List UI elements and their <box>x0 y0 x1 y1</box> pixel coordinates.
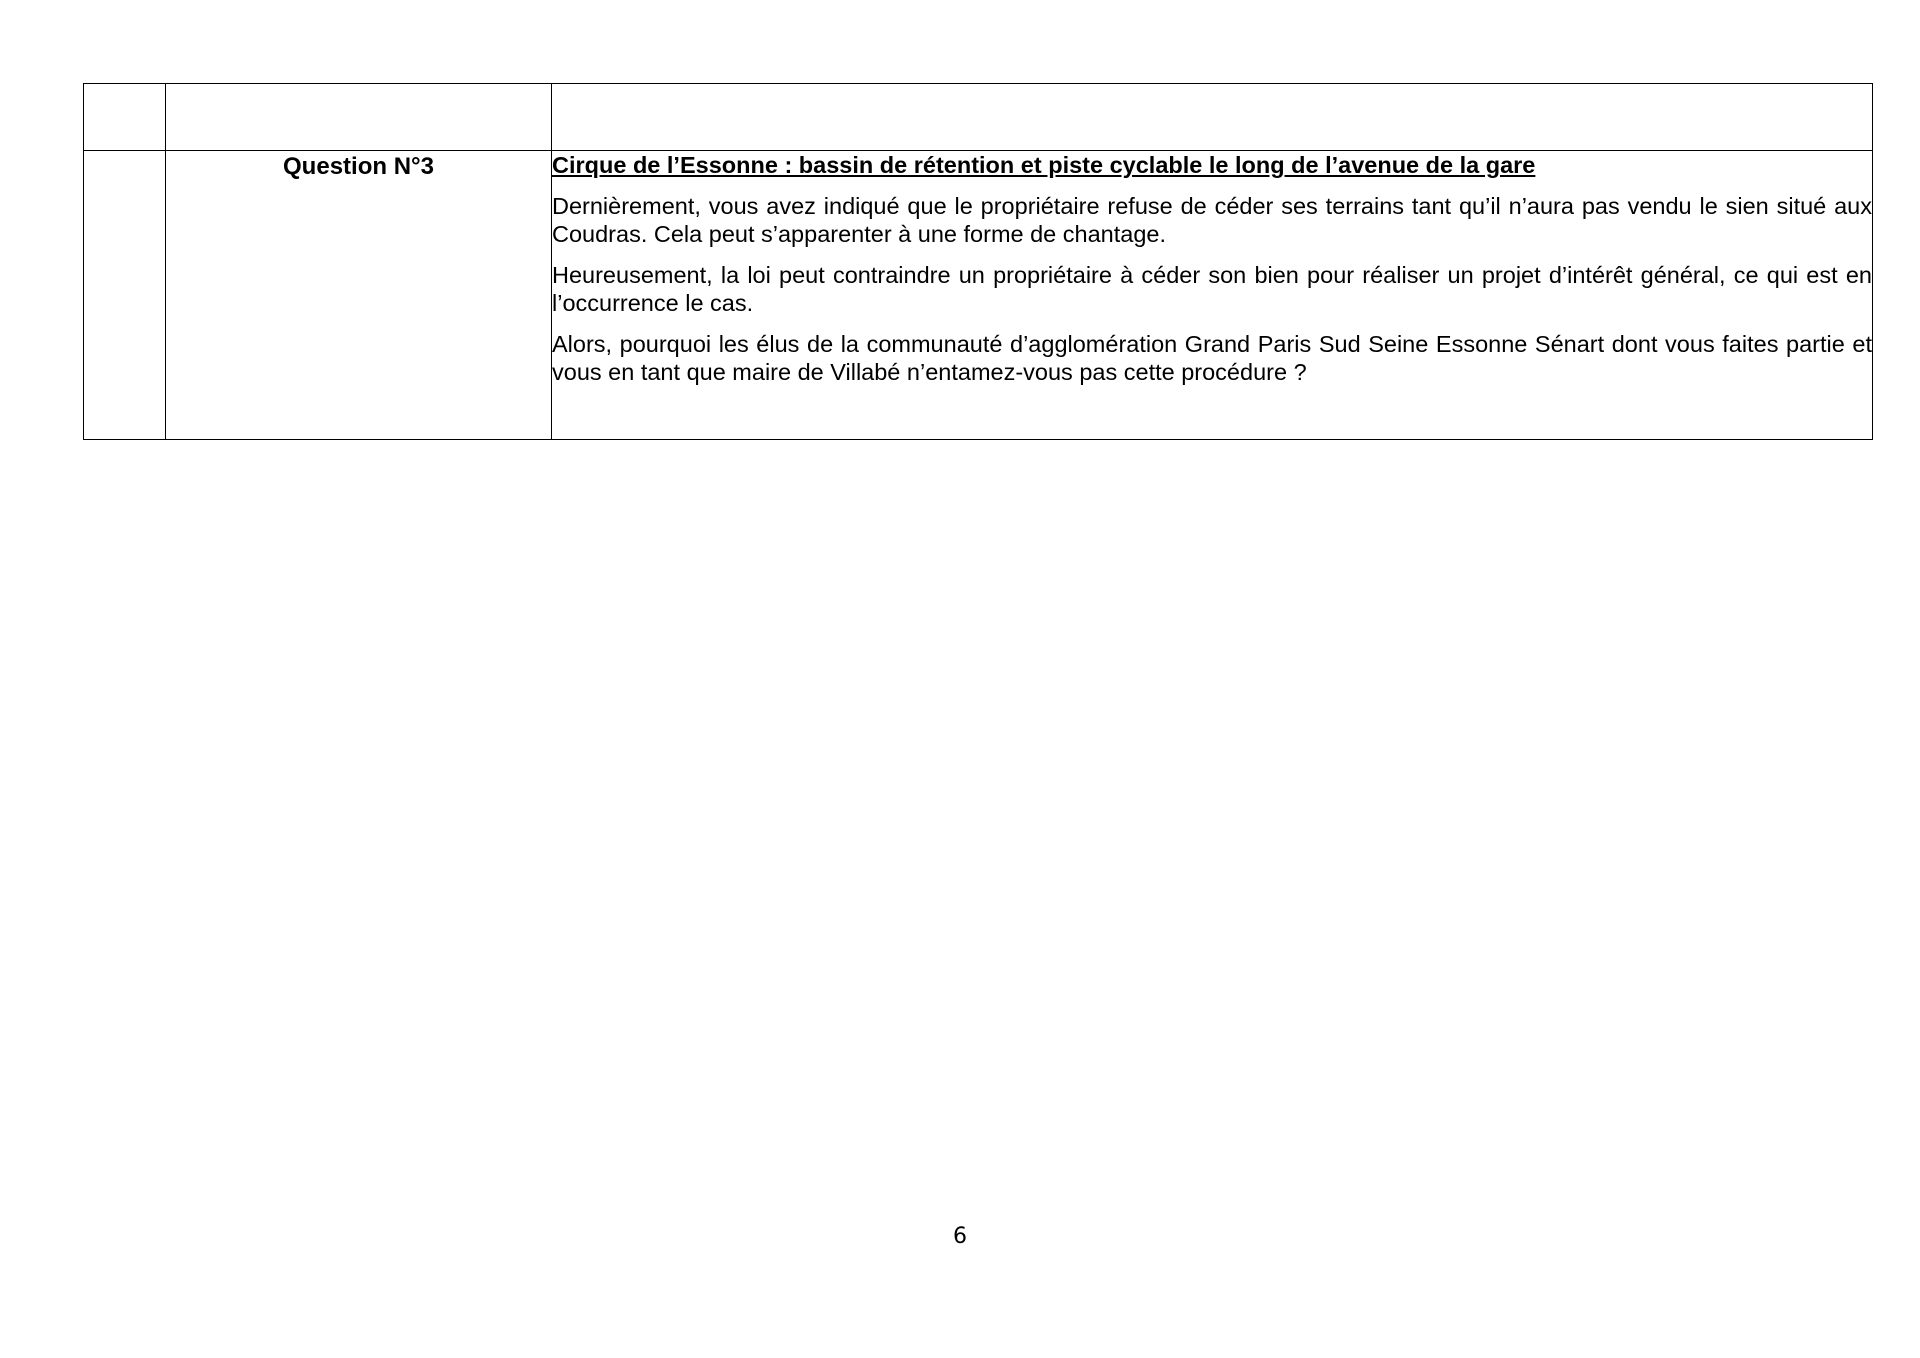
table-row-question <box>84 151 1873 440</box>
question-label: Question N°3 <box>283 153 434 180</box>
table-row-empty <box>84 84 1873 151</box>
question-paragraph-3: Alors, pourquoi les élus de la communauté d’agglomération Grand Paris Sud Seine Essonne Sénart dont vous faites partie et vous en tant que maire de Villabé n’entamez-vous pas cette procédure ? <box>552 330 1872 385</box>
empty-label-cell <box>166 84 552 151</box>
question-table <box>83 83 1873 440</box>
question-number-cell <box>84 151 166 440</box>
empty-number-cell <box>84 84 166 151</box>
question-title: Cirque de l’Essonne : bassin de rétention et piste cyclable le long de l’avenue de la gare <box>552 152 1536 178</box>
question-paragraph-2: Heureusement, la loi peut contraindre un propriétaire à céder son bien pour réaliser un projet d’intérêt général, ce qui est en l’occurrence le cas. <box>552 261 1872 316</box>
page-number: 6 <box>953 1224 967 1249</box>
question-label-cell <box>166 151 552 440</box>
question-paragraph-1: Dernièrement, vous avez indiqué que le propriétaire refuse de céder ses terrains tant qu’il n’aura pas vendu le sien situé aux Coudras. Cela peut s’apparenter à une forme de chantage. <box>552 192 1872 247</box>
empty-body-cell <box>552 84 1873 151</box>
question-body-cell <box>552 151 1873 440</box>
